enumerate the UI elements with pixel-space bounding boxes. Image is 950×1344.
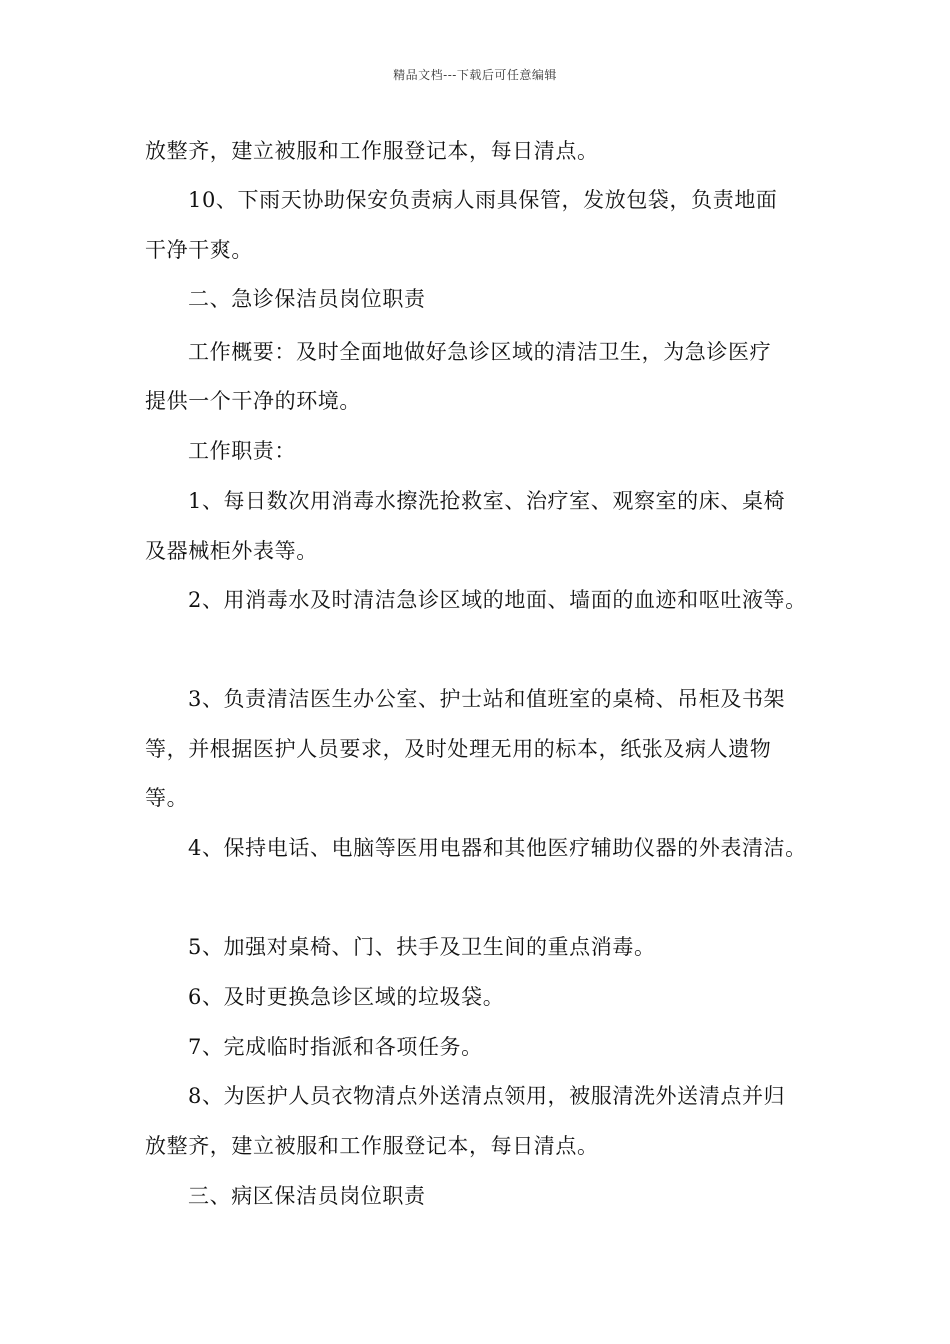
section-heading: 二、急诊保洁员岗位职责 — [188, 287, 426, 311]
text-line: 及器械柜外表等。 — [145, 539, 318, 563]
section-heading: 三、病区保洁员岗位职责 — [188, 1184, 426, 1208]
text-line: 工作概要：及时全面地做好急诊区域的清洁卫生，为急诊医疗 — [188, 340, 772, 364]
text-line: 干净干爽。 — [145, 238, 253, 262]
text-line: 2、用消毒水及时清洁急诊区域的地面、墙面的血迹和呕吐液等。 — [188, 588, 807, 612]
text-line: 提供一个干净的环境。 — [145, 389, 361, 413]
text-line: 8、为医护人员衣物清点外送清点领用，被服清洗外送清点并归 — [188, 1084, 786, 1108]
text-line: 3、负责清洁医生办公室、护士站和值班室的桌椅、吊柜及书架 — [188, 687, 786, 711]
text-line: 工作职责： — [188, 439, 296, 463]
text-line: 10、下雨天协助保安负责病人雨具保管，发放包袋，负责地面 — [188, 188, 778, 212]
text-line: 等。 — [145, 786, 189, 810]
text-line: 等，并根据医护人员要求，及时处理无用的标本，纸张及病人遗物 — [145, 737, 772, 761]
text-line: 6、及时更换急诊区域的垃圾袋。 — [188, 985, 505, 1009]
text-line: 5、加强对桌椅、门、扶手及卫生间的重点消毒。 — [188, 935, 656, 959]
text-line: 4、保持电话、电脑等医用电器和其他医疗辅助仪器的外表清洁。 — [188, 836, 807, 860]
text-line: 7、完成临时指派和各项任务。 — [188, 1035, 483, 1059]
text-line: 放整齐，建立被服和工作服登记本，每日清点。 — [145, 1134, 599, 1158]
text-line: 1、每日数次用消毒水擦洗抢救室、治疗室、观察室的床、桌椅 — [188, 489, 786, 513]
text-line: 放整齐，建立被服和工作服登记本，每日清点。 — [145, 139, 599, 163]
page-header: 精品文档---下载后可任意编辑 — [393, 68, 557, 82]
